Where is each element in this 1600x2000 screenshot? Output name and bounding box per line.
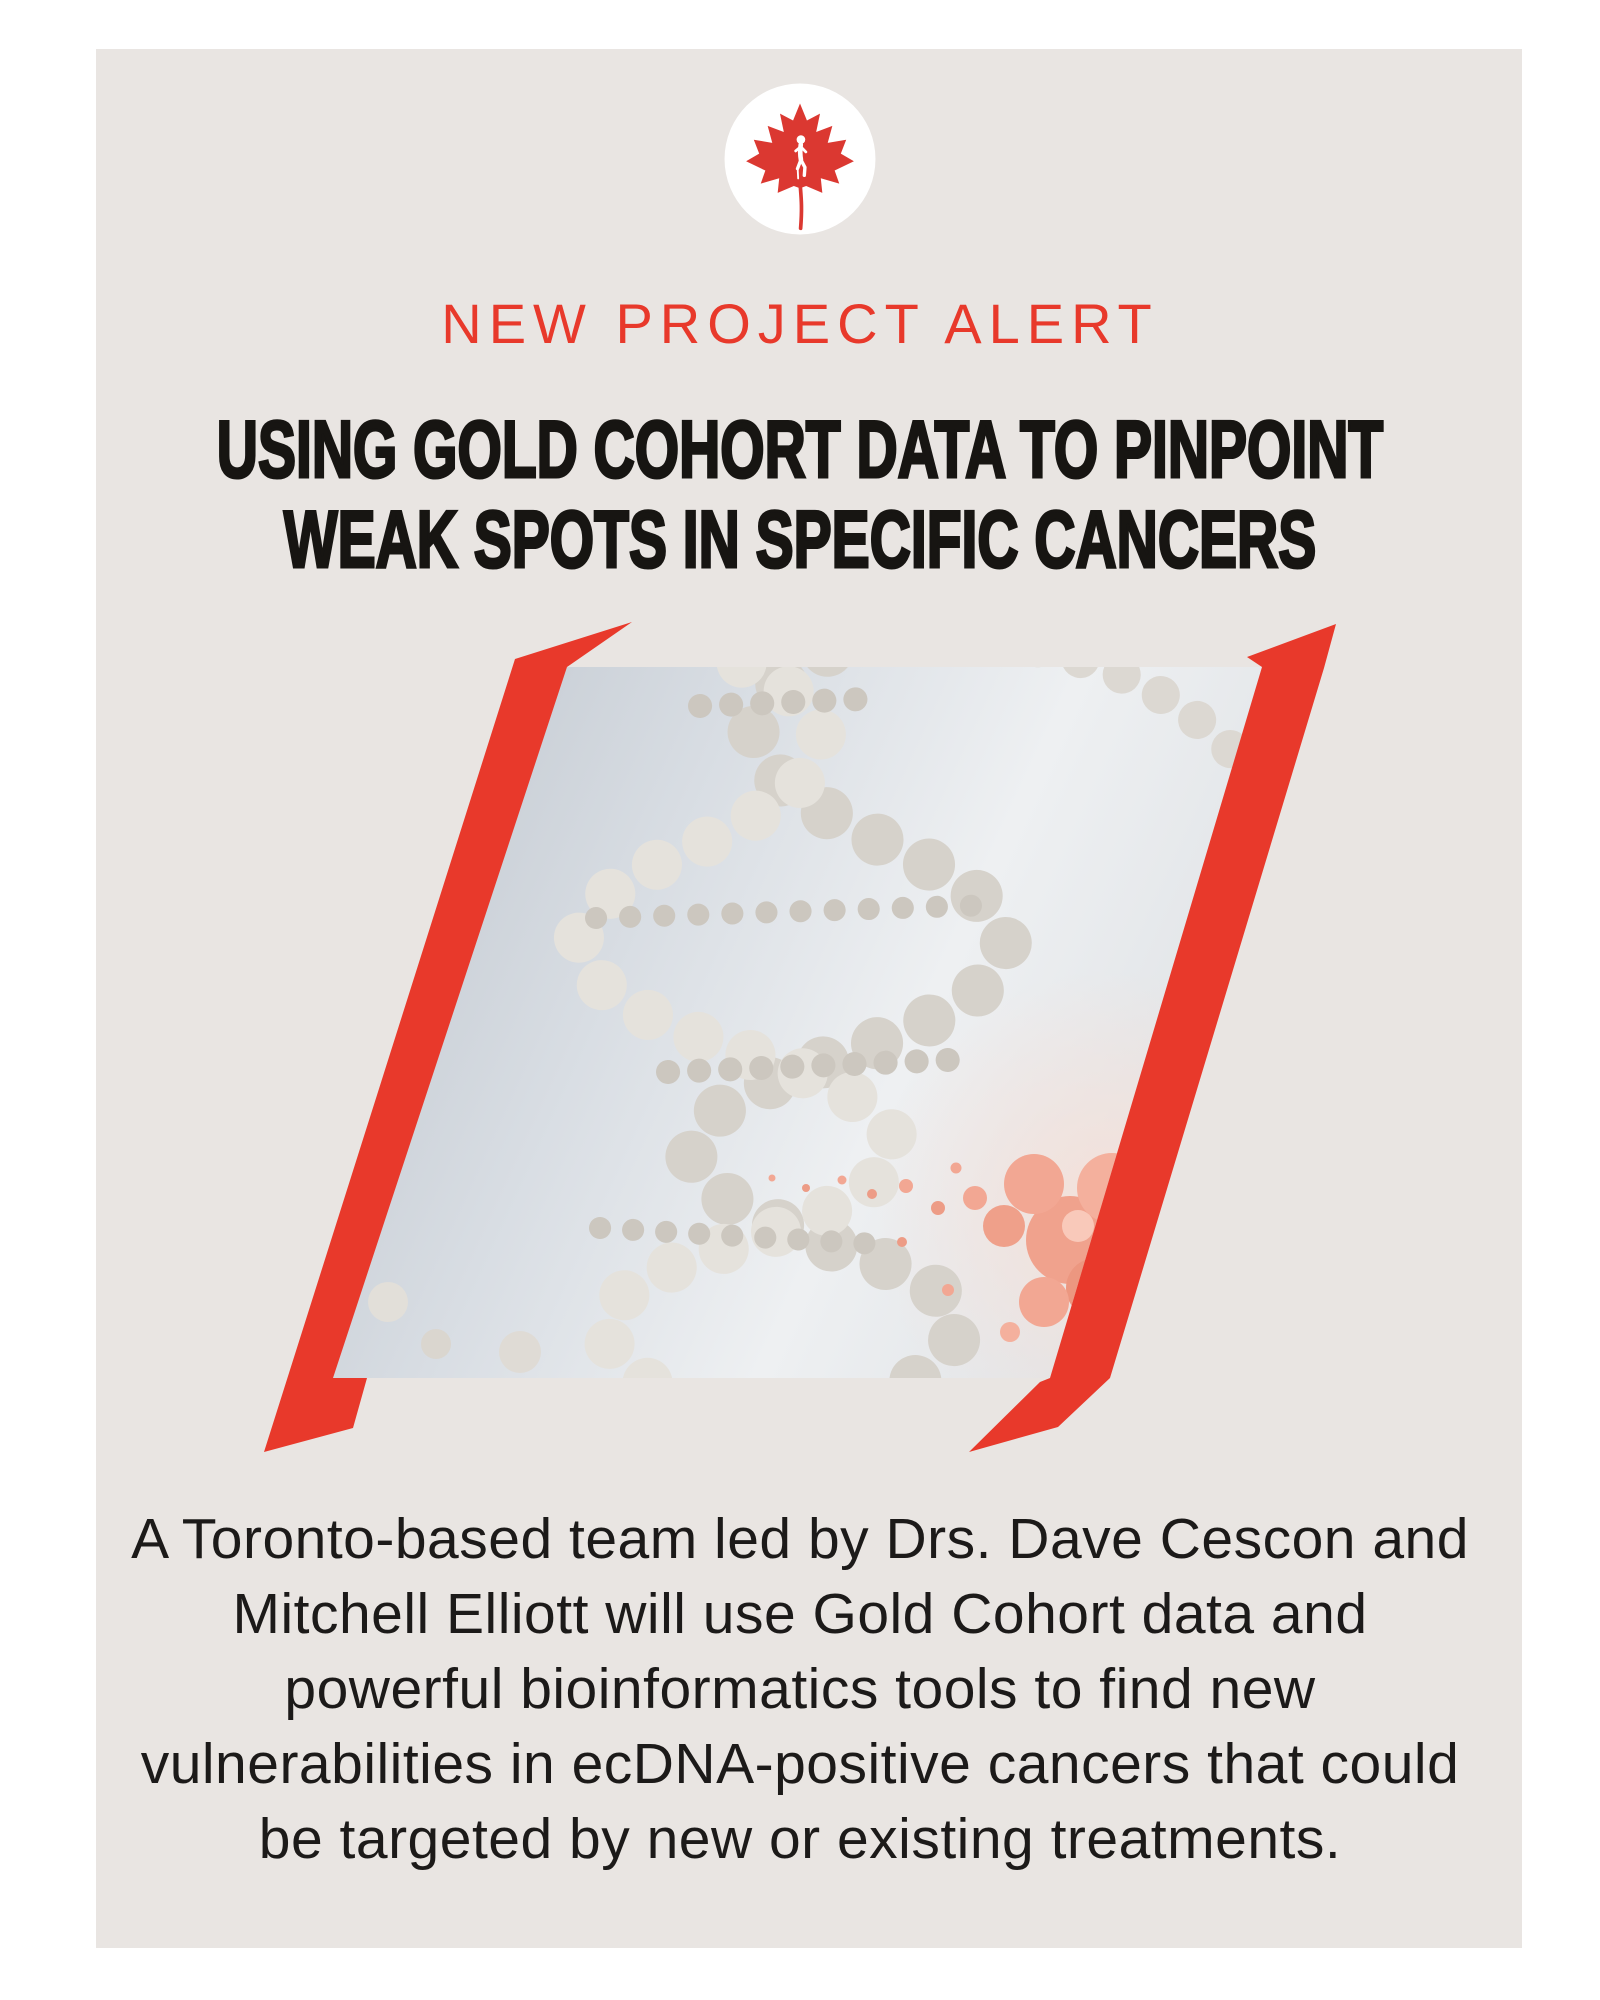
body-line: powerful bioinformatics tools to find new <box>284 1657 1316 1721</box>
headline-line-1 <box>0 404 1600 496</box>
body-line: vulnerabilities in ecDNA-positive cancers that could <box>140 1732 1460 1796</box>
headline-line-1-text: USING GOLD COHORT DATA TO PINPOINT <box>216 404 1384 496</box>
body-paragraph <box>100 1502 1500 1877</box>
eyebrow-text: NEW PROJECT ALERT <box>441 292 1159 355</box>
body-line: be targeted by new or existing treatments. <box>258 1807 1342 1871</box>
body-line: A Toronto-based team led by Drs. Dave Cescon and <box>131 1507 1469 1571</box>
body-line: Mitchell Elliott will use Gold Cohort data and <box>232 1582 1368 1646</box>
headline-line-2 <box>0 494 1600 586</box>
headline-line-2-text: WEAK SPOTS IN SPECIFIC CANCERS <box>283 494 1317 586</box>
maple-leaf-runner-icon <box>723 82 877 236</box>
